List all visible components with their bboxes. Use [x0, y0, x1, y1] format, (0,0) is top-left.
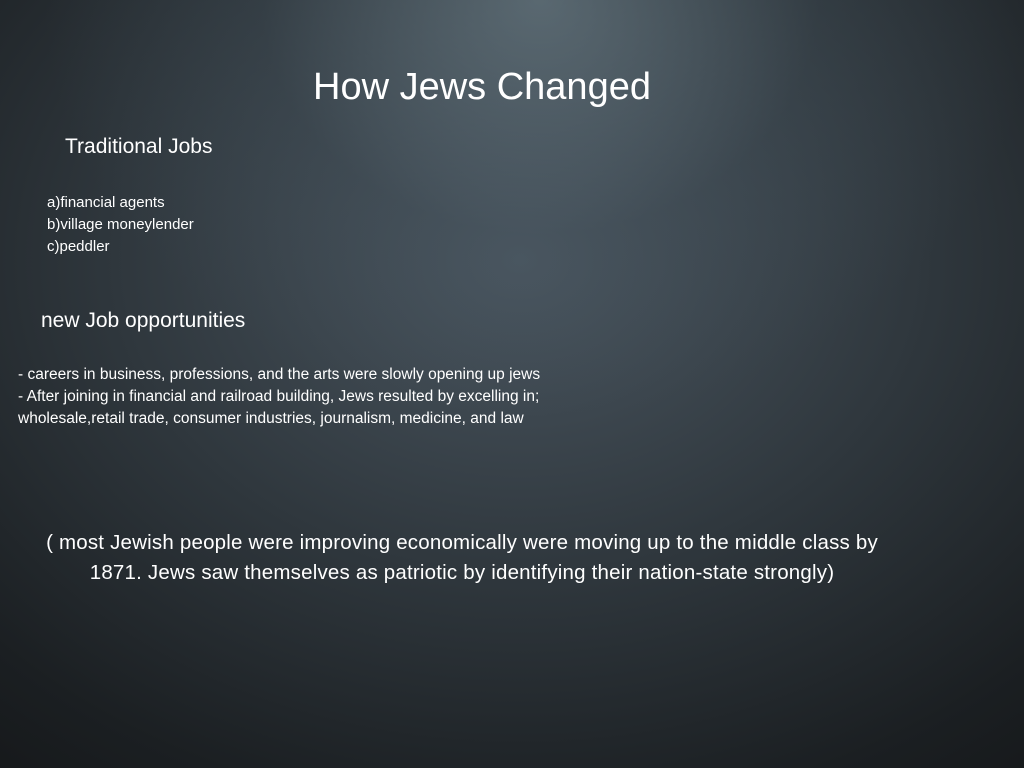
list-item: - After joining in financial and railroad building, Jews resulted by excelling in;	[18, 388, 540, 405]
new-job-opportunities-list	[18, 364, 678, 430]
list-item: b)village moneylender	[47, 216, 194, 233]
list-item: a)financial agents	[47, 194, 165, 211]
slide-title-text: How Jews Changed	[313, 66, 651, 108]
slide-title	[0, 64, 1024, 110]
list-item: c)peddler	[47, 238, 110, 255]
summary-note: ( most Jewish people were improving economically were moving up to the middle class by 1871. Jews saw themselves as patriotic by identifying their nation-state strongly)	[46, 531, 878, 584]
traditional-jobs-list	[47, 192, 194, 258]
new-job-opportunities-heading: new Job opportunities	[41, 309, 246, 332]
list-item: - careers in business, professions, and the arts were slowly opening up jews	[18, 366, 541, 383]
list-item: wholesale,retail trade, consumer industries, journalism, medicine, and law	[18, 410, 524, 427]
traditional-jobs-heading: Traditional Jobs	[65, 135, 213, 158]
